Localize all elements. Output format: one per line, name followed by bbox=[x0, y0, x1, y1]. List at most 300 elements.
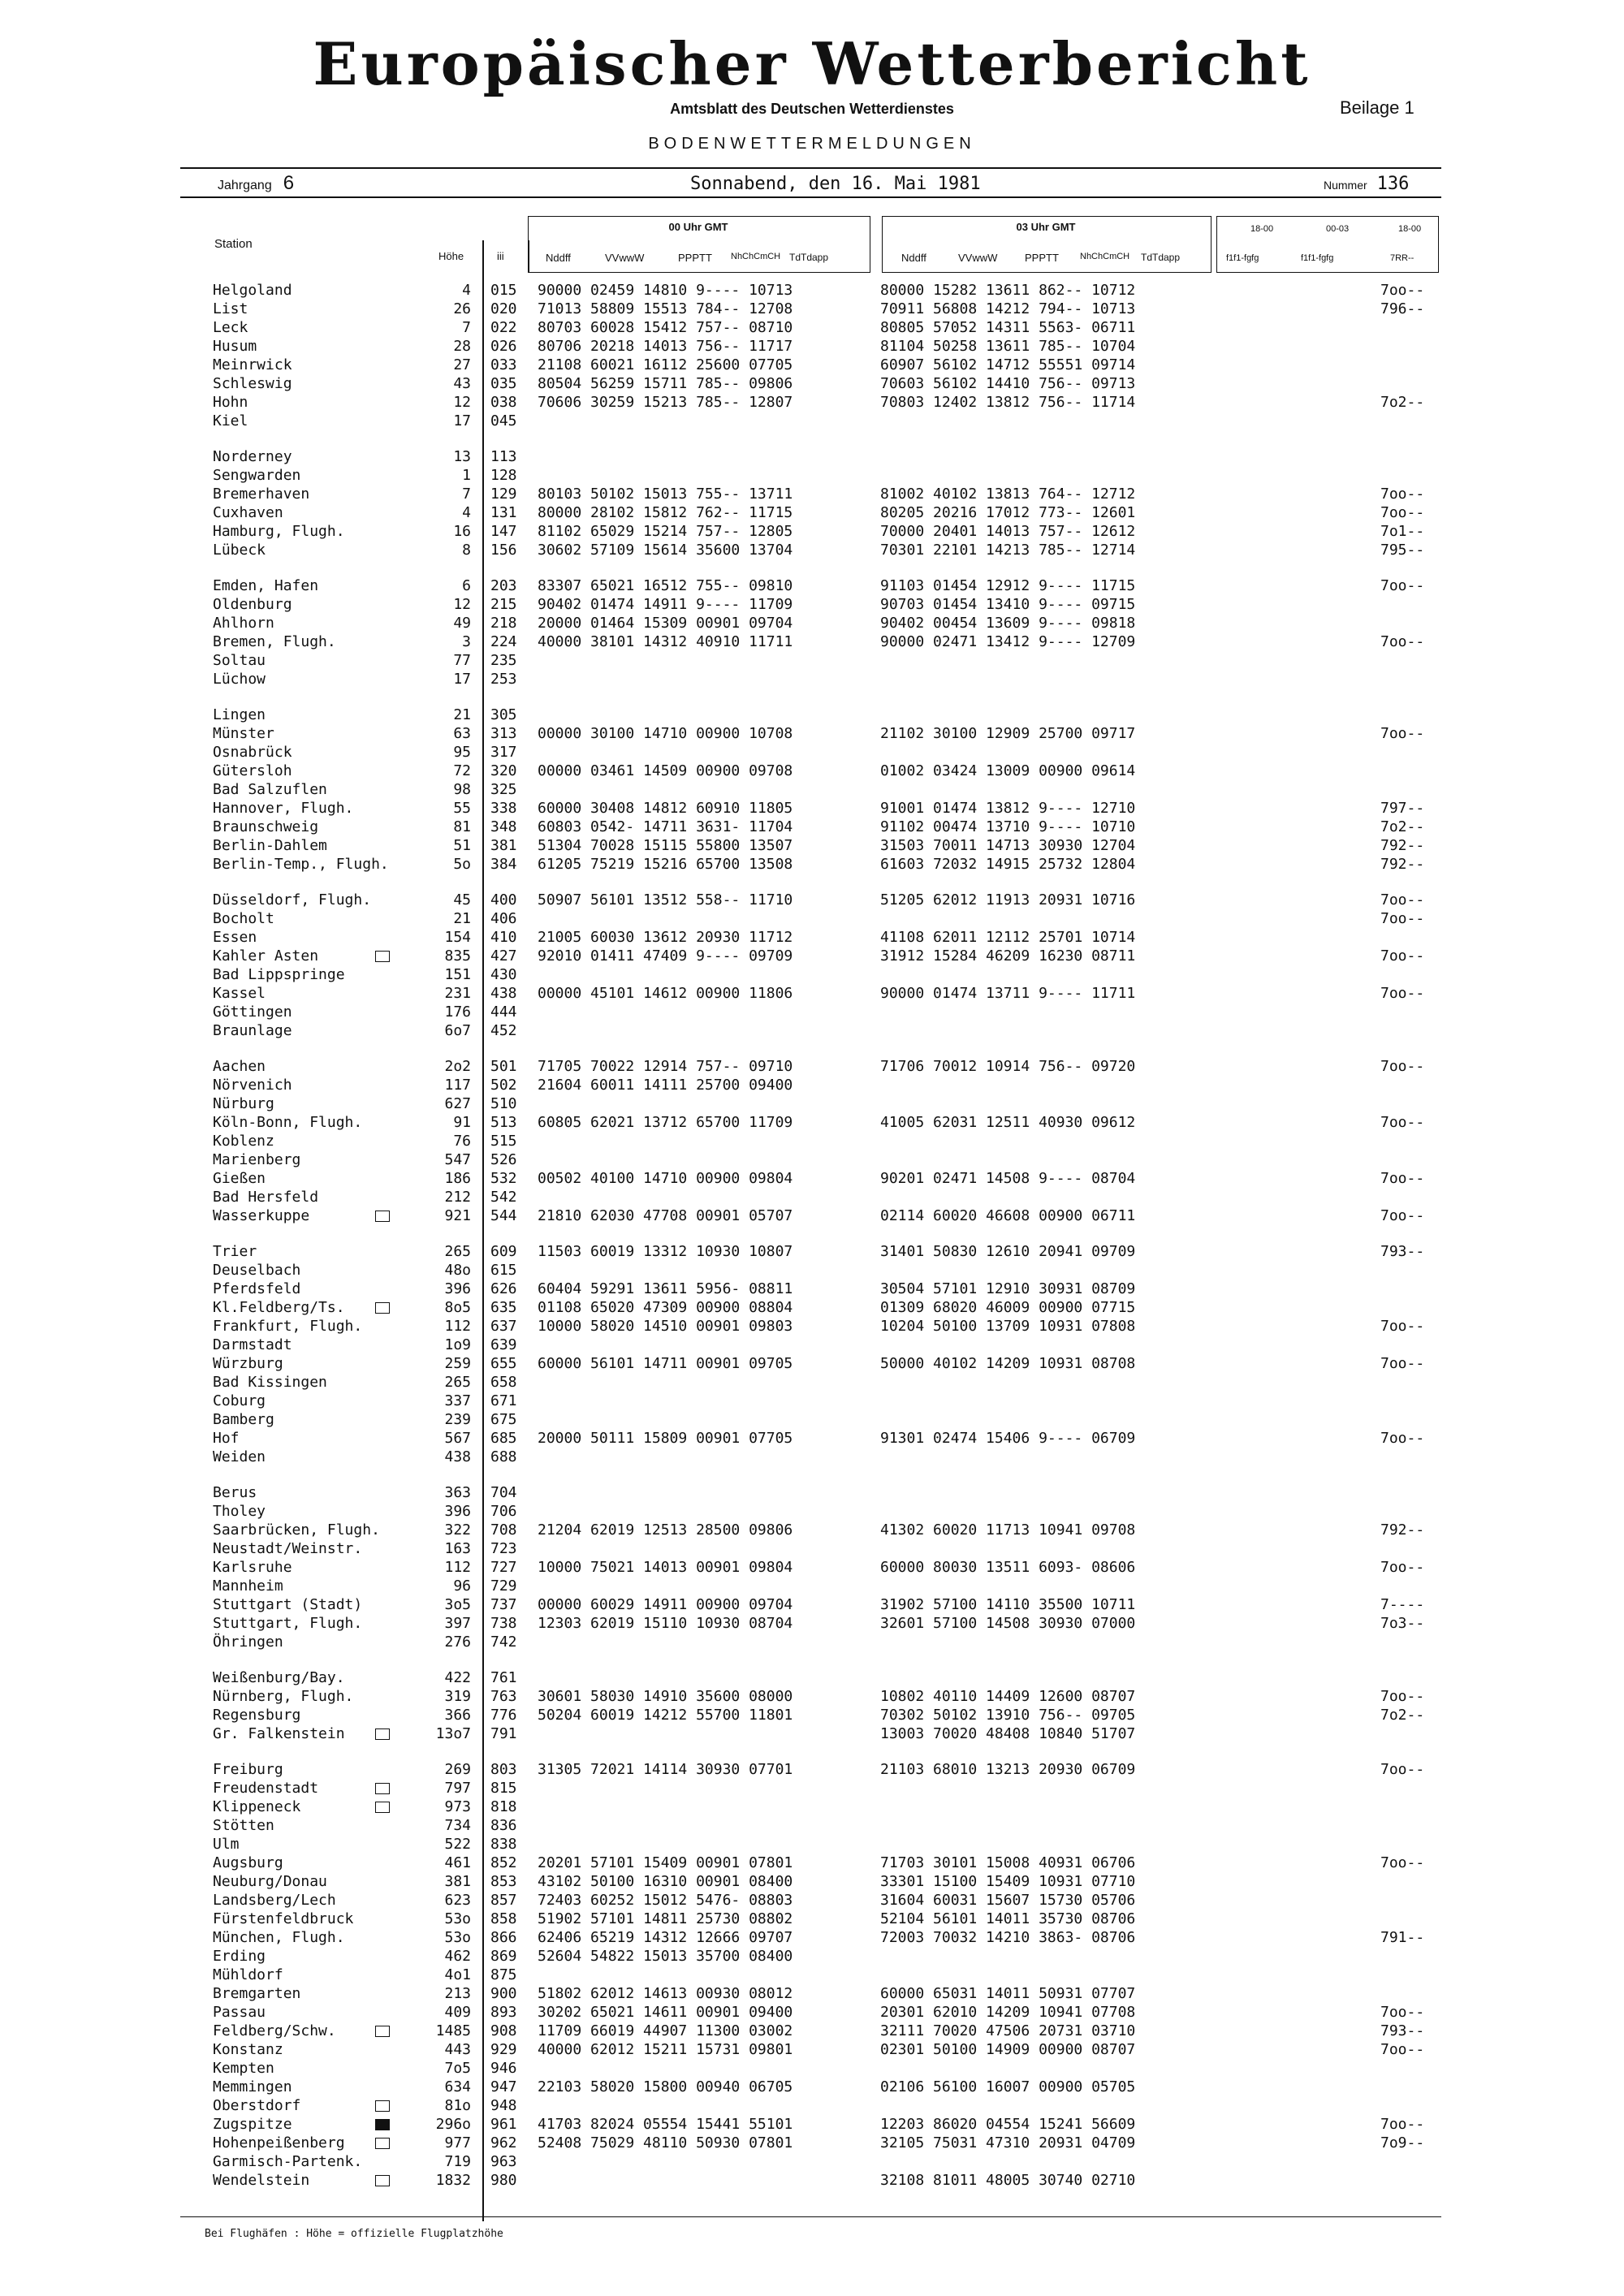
remark-code: 7oo-- bbox=[1380, 1207, 1425, 1224]
station-number: 738 bbox=[490, 1615, 517, 1632]
obs-03-gmt: 01002 03424 13009 00900 09614 bbox=[880, 762, 1136, 779]
station-height: 409 bbox=[444, 2004, 471, 2021]
beilage-label: Beilage 1 bbox=[1340, 97, 1415, 118]
station-height: 212 bbox=[444, 1189, 471, 1206]
table-row bbox=[0, 1984, 1624, 2003]
obs-00-gmt: 52408 75029 48110 50930 07801 bbox=[538, 2134, 793, 2151]
station-height: 154 bbox=[444, 929, 471, 946]
obs-03-gmt: 72003 70032 14210 3863- 08706 bbox=[880, 1929, 1136, 1946]
obs-03-gmt: 90000 02471 13412 9---- 12709 bbox=[880, 633, 1136, 650]
obs-00-gmt: 21604 60011 14111 25700 09400 bbox=[538, 1077, 793, 1094]
station-number: 948 bbox=[490, 2097, 517, 2114]
remark-code: 7oo-- bbox=[1380, 1559, 1425, 1576]
station-name: Düsseldorf, Flugh. bbox=[213, 891, 372, 908]
col-nddff-03: Nddff bbox=[901, 252, 926, 264]
station-number: 381 bbox=[490, 837, 517, 854]
obs-03-gmt: 71703 30101 15008 40931 06706 bbox=[880, 1854, 1136, 1871]
page-title: Europäischer Wetterbericht bbox=[313, 29, 1311, 98]
open-square-icon bbox=[375, 951, 390, 962]
station-height: 973 bbox=[444, 1798, 471, 1815]
col-pppt-00: PPPTT bbox=[678, 252, 712, 264]
remark-code: 7oo-- bbox=[1380, 910, 1425, 927]
station-number: 305 bbox=[490, 706, 517, 723]
station-height: 1832 bbox=[435, 2172, 471, 2189]
station-height: 921 bbox=[444, 1207, 471, 1224]
station-height: 91 bbox=[453, 1114, 471, 1131]
obs-03-gmt: 81002 40102 13813 764-- 12712 bbox=[880, 486, 1136, 503]
station-number: 838 bbox=[490, 1836, 517, 1853]
station-height: 567 bbox=[444, 1430, 471, 1447]
station-number: 156 bbox=[490, 542, 517, 559]
station-height: 7o5 bbox=[444, 2060, 471, 2077]
obs-00-gmt: 50907 56101 13512 558-- 11710 bbox=[538, 891, 793, 908]
station-name: Lübeck bbox=[213, 542, 266, 559]
station-name: Bad Hersfeld bbox=[213, 1189, 319, 1206]
station-name: Berlin-Temp., Flugh. bbox=[213, 856, 389, 873]
table-row bbox=[0, 2134, 1624, 2152]
table-row bbox=[0, 1891, 1624, 1910]
obs-00-gmt: 20000 01464 15309 00901 09704 bbox=[538, 615, 793, 632]
station-number: 444 bbox=[490, 1003, 517, 1021]
station-height: 1 bbox=[462, 467, 471, 484]
station-height: 547 bbox=[444, 1151, 471, 1168]
station-name: Tholey bbox=[213, 1503, 266, 1520]
station-height: 63 bbox=[453, 725, 471, 742]
station-height: 363 bbox=[444, 1484, 471, 1501]
obs-00-gmt: 70606 30259 15213 785-- 12807 bbox=[538, 394, 793, 411]
open-square-icon bbox=[375, 2175, 390, 2186]
station-name: Helgoland bbox=[213, 282, 292, 299]
station-height: 422 bbox=[444, 1669, 471, 1686]
station-number: 410 bbox=[490, 929, 517, 946]
station-name: Schleswig bbox=[213, 375, 292, 392]
obs-00-gmt: 51802 62012 14613 00930 08012 bbox=[538, 1985, 793, 2002]
remark-code: 796-- bbox=[1380, 300, 1425, 317]
station-number: 946 bbox=[490, 2060, 517, 2077]
station-number: 317 bbox=[490, 744, 517, 761]
station-height: 28 bbox=[453, 338, 471, 355]
table-row bbox=[0, 1910, 1624, 1928]
remark-code: 7o1-- bbox=[1380, 523, 1425, 540]
station-number: 313 bbox=[490, 725, 517, 742]
station-height: 797 bbox=[444, 1780, 471, 1797]
station-name: Braunlage bbox=[213, 1022, 292, 1039]
remark-code: 7oo-- bbox=[1380, 1114, 1425, 1131]
station-number: 742 bbox=[490, 1634, 517, 1651]
station-number: 224 bbox=[490, 633, 517, 650]
obs-00-gmt: 00000 60029 14911 00900 09704 bbox=[538, 1596, 793, 1613]
table-row bbox=[0, 1928, 1624, 1947]
obs-03-gmt: 31604 60031 15607 15730 05706 bbox=[880, 1892, 1136, 1909]
station-name: Erding bbox=[213, 1948, 266, 1965]
station-number: 026 bbox=[490, 338, 517, 355]
station-height: 21 bbox=[453, 706, 471, 723]
station-height: 48o bbox=[444, 1262, 471, 1279]
station-height: 21 bbox=[453, 910, 471, 927]
table-row bbox=[0, 1242, 1624, 1261]
station-height: 396 bbox=[444, 1503, 471, 1520]
obs-00-gmt: 92010 01411 47409 9---- 09709 bbox=[538, 947, 793, 965]
station-name: Bad Kissingen bbox=[213, 1374, 327, 1391]
open-square-icon bbox=[375, 2026, 390, 2037]
remark-code: 7oo-- bbox=[1380, 1170, 1425, 1187]
station-number: 452 bbox=[490, 1022, 517, 1039]
station-name: Marienberg bbox=[213, 1151, 301, 1168]
station-number: 526 bbox=[490, 1151, 517, 1168]
obs-00-gmt: 10000 58020 14510 00901 09803 bbox=[538, 1318, 793, 1335]
obs-00-gmt: 30602 57109 15614 35600 13704 bbox=[538, 542, 793, 559]
station-name: Mannheim bbox=[213, 1577, 283, 1595]
station-height: 296o bbox=[435, 2116, 471, 2133]
table-row bbox=[0, 780, 1624, 799]
station-name: Zugspitze bbox=[213, 2116, 292, 2133]
station-number: 866 bbox=[490, 1929, 517, 1946]
station-name: Soltau bbox=[213, 652, 266, 669]
obs-03-gmt: 90201 02471 14508 9---- 08704 bbox=[880, 1170, 1136, 1187]
obs-03-gmt: 70603 56102 14410 756-- 09713 bbox=[880, 375, 1136, 392]
station-name: Nürburg bbox=[213, 1095, 274, 1112]
table-row bbox=[0, 1577, 1624, 1595]
station-name: Meinrwick bbox=[213, 356, 292, 373]
station-height: 12 bbox=[453, 394, 471, 411]
remark-code: 7oo-- bbox=[1380, 577, 1425, 594]
table-row bbox=[0, 1724, 1624, 1743]
table-row bbox=[0, 706, 1624, 724]
station-height: 26 bbox=[453, 300, 471, 317]
table-row bbox=[0, 1429, 1624, 1448]
remark-code: 792-- bbox=[1380, 1521, 1425, 1539]
obs-00-gmt: 21005 60030 13612 20930 11712 bbox=[538, 929, 793, 946]
station-name: Wendelstein bbox=[213, 2172, 310, 2189]
table-row bbox=[0, 1206, 1624, 1225]
remark-code: 792-- bbox=[1380, 856, 1425, 873]
station-number: 626 bbox=[490, 1280, 517, 1297]
station-height: 3o5 bbox=[444, 1596, 471, 1613]
station-name: Kassel bbox=[213, 985, 266, 1002]
station-height: 7 bbox=[462, 319, 471, 336]
station-height: 112 bbox=[444, 1318, 471, 1335]
table-row bbox=[0, 1354, 1624, 1373]
obs-00-gmt: 71013 58809 15513 784-- 12708 bbox=[538, 300, 793, 317]
obs-03-gmt: 32108 81011 48005 30740 02710 bbox=[880, 2172, 1136, 2189]
jahrgang-label: Jahrgang bbox=[218, 179, 272, 192]
station-number: 615 bbox=[490, 1262, 517, 1279]
station-number: 858 bbox=[490, 1910, 517, 1927]
table-row bbox=[0, 1558, 1624, 1577]
obs-03-gmt: 12203 86020 04554 15241 56609 bbox=[880, 2116, 1136, 2133]
station-number: 348 bbox=[490, 818, 517, 835]
obs-00-gmt: 00000 45101 14612 00900 11806 bbox=[538, 985, 793, 1002]
table-row bbox=[0, 1336, 1624, 1354]
col-tdapp-00: TdTdapp bbox=[789, 252, 829, 263]
station-name: Lingen bbox=[213, 706, 266, 723]
table-row bbox=[0, 799, 1624, 818]
station-name: Aachen bbox=[213, 1058, 266, 1075]
station-number: 147 bbox=[490, 523, 517, 540]
top-rule bbox=[180, 167, 1441, 169]
station-height: 719 bbox=[444, 2153, 471, 2170]
station-number: 022 bbox=[490, 319, 517, 336]
station-number: 791 bbox=[490, 1725, 517, 1742]
station-height: 276 bbox=[444, 1634, 471, 1651]
station-height: 438 bbox=[444, 1448, 471, 1465]
obs-00-gmt: 41703 82024 05554 15441 55101 bbox=[538, 2116, 793, 2133]
station-height: 186 bbox=[444, 1170, 471, 1187]
station-name: Nürnberg, Flugh. bbox=[213, 1688, 354, 1705]
obs-00-gmt: 00000 30100 14710 00900 10708 bbox=[538, 725, 793, 742]
obs-00-gmt: 21108 60021 16112 25600 07705 bbox=[538, 356, 793, 373]
table-row bbox=[0, 595, 1624, 614]
station-number: 438 bbox=[490, 985, 517, 1002]
station-height: 623 bbox=[444, 1892, 471, 1909]
station-name: Essen bbox=[213, 929, 257, 946]
station-name: Emden, Hafen bbox=[213, 577, 319, 594]
table-row bbox=[0, 356, 1624, 374]
obs-03-gmt: 80805 57052 14311 5563- 06711 bbox=[880, 319, 1136, 336]
station-number: 131 bbox=[490, 504, 517, 521]
station-height: 269 bbox=[444, 1761, 471, 1778]
station-name: Augsburg bbox=[213, 1854, 283, 1871]
station-number: 510 bbox=[490, 1095, 517, 1112]
table-row bbox=[0, 1706, 1624, 1724]
station-name: Memmingen bbox=[213, 2078, 292, 2095]
station-number: 635 bbox=[490, 1299, 517, 1316]
obs-03-gmt: 90402 00454 13609 9---- 09818 bbox=[880, 615, 1136, 632]
station-name: Hannover, Flugh. bbox=[213, 800, 354, 817]
station-height: 163 bbox=[444, 1540, 471, 1557]
station-height: 265 bbox=[444, 1243, 471, 1260]
obs-03-gmt: 91102 00474 13710 9---- 10710 bbox=[880, 818, 1136, 835]
station-name: Ulm bbox=[213, 1836, 240, 1853]
station-name: Stötten bbox=[213, 1817, 274, 1834]
station-height: 43 bbox=[453, 375, 471, 392]
obs-00-gmt: 72403 60252 15012 5476- 08803 bbox=[538, 1892, 793, 1909]
station-number: 706 bbox=[490, 1503, 517, 1520]
table-row bbox=[0, 1816, 1624, 1835]
table-row bbox=[0, 318, 1624, 337]
station-height: 1o9 bbox=[444, 1336, 471, 1353]
obs-00-gmt: 22103 58020 15800 00940 06705 bbox=[538, 2078, 793, 2095]
remark-code: 7oo-- bbox=[1380, 282, 1425, 299]
station-name: Fürstenfeldbruck bbox=[213, 1910, 354, 1927]
table-row bbox=[0, 281, 1624, 300]
station-number: 655 bbox=[490, 1355, 517, 1372]
station-height: 231 bbox=[444, 985, 471, 1002]
col-hoehe: Höhe bbox=[438, 250, 464, 262]
subtitle: Amtsblatt des Deutschen Wetterdienstes bbox=[670, 101, 954, 117]
station-height: 259 bbox=[444, 1355, 471, 1372]
table-row bbox=[0, 447, 1624, 466]
obs-03-gmt: 70911 56808 14212 794-- 10713 bbox=[880, 300, 1136, 317]
station-name: Weiden bbox=[213, 1448, 266, 1465]
station-height: 17 bbox=[453, 412, 471, 429]
open-square-icon bbox=[375, 1802, 390, 1813]
station-height: 16 bbox=[453, 523, 471, 540]
station-name: Koblenz bbox=[213, 1133, 274, 1150]
station-number: 406 bbox=[490, 910, 517, 927]
table-row bbox=[0, 1502, 1624, 1521]
station-height: 977 bbox=[444, 2134, 471, 2151]
station-number: 869 bbox=[490, 1948, 517, 1965]
station-number: 384 bbox=[490, 856, 517, 873]
station-name: Husum bbox=[213, 338, 257, 355]
obs-00-gmt: 51902 57101 14811 25730 08802 bbox=[538, 1910, 793, 1927]
table-row bbox=[0, 485, 1624, 503]
station-number: 215 bbox=[490, 596, 517, 613]
station-height: 734 bbox=[444, 1817, 471, 1834]
station-number: 129 bbox=[490, 486, 517, 503]
station-number: 875 bbox=[490, 1966, 517, 1983]
obs-00-gmt: 60000 56101 14711 00901 09705 bbox=[538, 1355, 793, 1372]
station-number: 637 bbox=[490, 1318, 517, 1335]
obs-00-gmt: 50204 60019 14212 55700 11801 bbox=[538, 1707, 793, 1724]
col-r3-bottom: 7RR-- bbox=[1390, 253, 1415, 263]
station-number: 803 bbox=[490, 1761, 517, 1778]
table-row bbox=[0, 965, 1624, 984]
station-height: 81 bbox=[453, 818, 471, 835]
obs-03-gmt: 31503 70011 14713 30930 12704 bbox=[880, 837, 1136, 854]
station-name: Öhringen bbox=[213, 1634, 283, 1651]
remark-code: 7o3-- bbox=[1380, 1615, 1425, 1632]
table-row bbox=[0, 2022, 1624, 2040]
station-height: 634 bbox=[444, 2078, 471, 2095]
station-number: 542 bbox=[490, 1189, 517, 1206]
station-number: 818 bbox=[490, 1798, 517, 1815]
table-row bbox=[0, 2078, 1624, 2096]
table-row bbox=[0, 818, 1624, 836]
col-vvwww-00: VVwwW bbox=[605, 252, 645, 264]
obs-00-gmt: 00000 03461 14509 00900 09708 bbox=[538, 762, 793, 779]
obs-03-gmt: 50000 40102 14209 10931 08708 bbox=[880, 1355, 1136, 1372]
remark-code: 795-- bbox=[1380, 542, 1425, 559]
station-name: Konstanz bbox=[213, 2041, 283, 2058]
station-number: 961 bbox=[490, 2116, 517, 2133]
obs-00-gmt: 60803 0542- 14711 3631- 11704 bbox=[538, 818, 793, 835]
table-row bbox=[0, 1947, 1624, 1966]
station-height: 337 bbox=[444, 1392, 471, 1409]
obs-03-gmt: 02114 60020 46608 00900 06711 bbox=[880, 1207, 1136, 1224]
obs-00-gmt: 40000 38101 14312 40910 11711 bbox=[538, 633, 793, 650]
station-name: Hof bbox=[213, 1430, 240, 1447]
station-name: Deuselbach bbox=[213, 1262, 301, 1279]
station-height: 51 bbox=[453, 837, 471, 854]
station-height: 627 bbox=[444, 1095, 471, 1112]
remark-code: 7oo-- bbox=[1380, 1058, 1425, 1075]
station-number: 128 bbox=[490, 467, 517, 484]
station-height: 397 bbox=[444, 1615, 471, 1632]
station-height: 72 bbox=[453, 762, 471, 779]
station-name: Neuburg/Donau bbox=[213, 1873, 327, 1890]
station-name: Neustadt/Weinstr. bbox=[213, 1540, 363, 1557]
obs-00-gmt: 60805 62021 13712 65700 11709 bbox=[538, 1114, 793, 1131]
station-name: Frankfurt, Flugh. bbox=[213, 1318, 363, 1335]
remark-code: 7o2-- bbox=[1380, 818, 1425, 835]
obs-03-gmt: 70803 12402 13812 756-- 11714 bbox=[880, 394, 1136, 411]
station-number: 020 bbox=[490, 300, 517, 317]
obs-03-gmt: 20301 62010 14209 10941 07708 bbox=[880, 2004, 1136, 2021]
station-height: 443 bbox=[444, 2041, 471, 2058]
obs-00-gmt: 90000 02459 14810 9---- 10713 bbox=[538, 282, 793, 299]
station-number: 544 bbox=[490, 1207, 517, 1224]
obs-03-gmt: 90000 01474 13711 9---- 11711 bbox=[880, 985, 1136, 1002]
table-row bbox=[0, 1373, 1624, 1392]
col-iii: iii bbox=[497, 250, 504, 262]
station-height: 176 bbox=[444, 1003, 471, 1021]
obs-00-gmt: 80000 28102 15812 762-- 11715 bbox=[538, 504, 793, 521]
table-row bbox=[0, 2003, 1624, 2022]
station-number: 723 bbox=[490, 1540, 517, 1557]
obs-03-gmt: 21102 30100 12909 25700 09717 bbox=[880, 725, 1136, 742]
table-row bbox=[0, 1317, 1624, 1336]
col-station: Station bbox=[214, 237, 253, 251]
obs-03-gmt: 31401 50830 12610 20941 09709 bbox=[880, 1243, 1136, 1260]
open-square-icon bbox=[375, 1728, 390, 1740]
col-pppt-03: PPPTT bbox=[1025, 252, 1059, 264]
table-row bbox=[0, 651, 1624, 670]
station-height: 12 bbox=[453, 596, 471, 613]
remark-code: 791-- bbox=[1380, 1929, 1425, 1946]
station-height: 96 bbox=[453, 1577, 471, 1595]
station-height: 322 bbox=[444, 1521, 471, 1539]
station-name: Hohenpeißenberg bbox=[213, 2134, 345, 2151]
station-height: 6 bbox=[462, 577, 471, 594]
station-height: 95 bbox=[453, 744, 471, 761]
obs-03-gmt: 01309 68020 46009 00900 07715 bbox=[880, 1299, 1136, 1316]
remark-code: 797-- bbox=[1380, 800, 1425, 817]
table-row bbox=[0, 909, 1624, 928]
obs-00-gmt: 80103 50102 15013 755-- 13711 bbox=[538, 486, 793, 503]
station-number: 502 bbox=[490, 1077, 517, 1094]
table-row bbox=[0, 1872, 1624, 1891]
station-height: 151 bbox=[444, 966, 471, 983]
station-height: 77 bbox=[453, 652, 471, 669]
station-number: 639 bbox=[490, 1336, 517, 1353]
obs-00-gmt: 01108 65020 47309 00900 08804 bbox=[538, 1299, 793, 1316]
obs-00-gmt: 30202 65021 14611 00901 09400 bbox=[538, 2004, 793, 2021]
station-number: 675 bbox=[490, 1411, 517, 1428]
obs-03-gmt: 91301 02474 15406 9---- 06709 bbox=[880, 1430, 1136, 1447]
nummer-label: Nummer bbox=[1324, 179, 1367, 192]
table-row bbox=[0, 412, 1624, 430]
remark-code: 7oo-- bbox=[1380, 1318, 1425, 1335]
station-number: 815 bbox=[490, 1780, 517, 1797]
open-square-icon bbox=[375, 1302, 390, 1314]
table-row bbox=[0, 1076, 1624, 1094]
station-height: 1485 bbox=[435, 2022, 471, 2039]
table-row bbox=[0, 928, 1624, 947]
table-row bbox=[0, 541, 1624, 559]
station-name: Stuttgart (Stadt) bbox=[213, 1596, 363, 1613]
station-height: 213 bbox=[444, 1985, 471, 2002]
obs-00-gmt: 11709 66019 44907 11300 03002 bbox=[538, 2022, 793, 2039]
station-height: 6o7 bbox=[444, 1022, 471, 1039]
obs-03-gmt: 32601 57100 14508 30930 07000 bbox=[880, 1615, 1136, 1632]
col-r1-bottom: f1f1-fgfg bbox=[1226, 253, 1259, 263]
station-name: Leck bbox=[213, 319, 248, 336]
table-row bbox=[0, 947, 1624, 965]
obs-00-gmt: 60000 30408 14812 60910 11805 bbox=[538, 800, 793, 817]
station-name: Berlin-Dahlem bbox=[213, 837, 327, 854]
station-height: 8 bbox=[462, 542, 471, 559]
station-name: Garmisch-Partenk. bbox=[213, 2153, 363, 2170]
station-height: 45 bbox=[453, 891, 471, 908]
nummer-value: 136 bbox=[1376, 174, 1410, 194]
station-number: 320 bbox=[490, 762, 517, 779]
table-row bbox=[0, 393, 1624, 412]
remark-code: 7o9-- bbox=[1380, 2134, 1425, 2151]
station-number: 513 bbox=[490, 1114, 517, 1131]
table-row bbox=[0, 836, 1624, 855]
